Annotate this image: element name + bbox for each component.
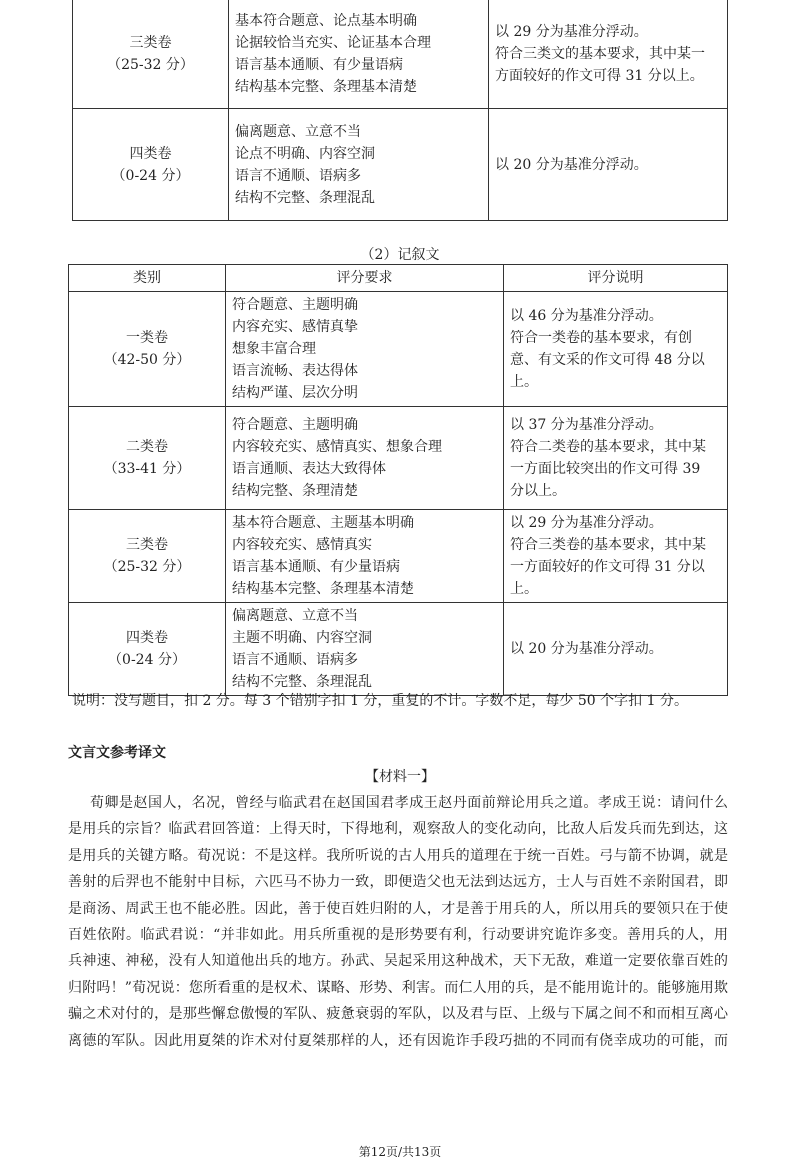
requirements-cell — [229, 109, 489, 221]
category-label: 二类卷 — [126, 439, 168, 455]
paragraph-line: 善射的后羿也不能射中目标，六匹马不协力一致，即便造父也无法到达远方，士人与百姓不亲附国君，即 — [68, 874, 728, 891]
paragraph-line: 兵神速、神秘，没有人知道他出兵的地方。孙武、吴起采用这种战术，天下无敌，难道一定要依靠百姓的 — [68, 953, 728, 970]
requirements-cell — [226, 510, 504, 603]
note-line: 符合一类卷的基本要求，有创 — [510, 330, 692, 346]
table-row — [69, 603, 728, 696]
requirement-line: 论点不明确、内容空洞 — [235, 145, 375, 162]
requirement-line: 内容充实、感情真挚 — [232, 319, 358, 335]
note-line: 以 37 分为基准分浮动。 — [510, 417, 663, 433]
score-range: （0-24 分） — [111, 167, 190, 184]
score-range: （0-24 分） — [108, 652, 186, 668]
note-line: 一方面较好的作文可得 31 分以 — [510, 559, 705, 575]
category-label: 四类卷 — [129, 145, 172, 162]
paragraph-line: 离德的军队。因此用夏桀的诈术对付夏桀那样的人，还有因诡诈手段巧拙的不同而有侥幸成功的可能，而 — [68, 1032, 728, 1049]
note-line: 符合二类卷的基本要求，其中某 — [510, 439, 706, 455]
requirement-line: 结构基本完整、条理基本清楚 — [232, 581, 414, 597]
category-cell — [69, 510, 226, 603]
note-line: 以 20 分为基准分浮动。 — [510, 641, 663, 657]
note-line: 以 20 分为基准分浮动。 — [495, 156, 648, 173]
requirement-line: 内容较充实、感情真实 — [232, 537, 372, 553]
requirement-line: 结构基本完整、条理基本清楚 — [235, 78, 417, 95]
page-number: 第12页/共13页 — [358, 1145, 442, 1157]
translation-paragraph — [68, 790, 728, 1054]
notes-cell — [504, 603, 728, 696]
requirement-line: 想象丰富合理 — [232, 341, 316, 357]
requirement-line: 语言基本通顺、有少量语病 — [235, 56, 403, 73]
section-heading: 文言文参考译文 — [68, 745, 166, 761]
requirement-line: 结构不完整、条理混乱 — [232, 674, 372, 690]
paragraph-line: 骗之术对付的，是那些懈怠傲慢的军队、疲惫衰弱的军队，以及君与臣、上级与下属之间不和而相互离心 — [68, 1006, 728, 1023]
requirement-line: 语言基本通顺、有少量语病 — [232, 559, 400, 575]
requirements-cell — [226, 603, 504, 696]
paragraph-line: 是商汤、周武王也不能必胜。因此，善于使百姓归附的人，才是善于用兵的人，所以用兵的要领只在于使 — [68, 900, 728, 917]
note-line: 分以上。 — [510, 483, 566, 499]
note-line: 符合三类卷的基本要求，其中某 — [510, 537, 706, 553]
notes-cell — [489, 0, 728, 109]
requirement-line: 结构不完整、条理混乱 — [235, 189, 375, 206]
header-requirements: 评分要求 — [226, 265, 504, 292]
note-line: 以 46 分为基准分浮动。 — [510, 308, 663, 324]
score-range: （25-32 分） — [103, 559, 191, 575]
note-line: 以 29 分为基准分浮动。 — [495, 23, 648, 40]
category-label: 四类卷 — [126, 630, 168, 646]
table-row — [69, 407, 728, 510]
requirement-line: 结构严谨、层次分明 — [232, 385, 358, 401]
requirement-line: 主题不明确、内容空洞 — [232, 630, 372, 646]
requirement-line: 偏离题意、立意不当 — [235, 123, 361, 140]
note-line: 意、有文采的作文可得 48 分以 — [510, 352, 705, 368]
scoring-note: 说明：没写题目，扣 2 分。每 3 个错别字扣 1 分，重复的不计。字数不足，每少 50 个字扣 1 分。 — [72, 693, 688, 709]
header-notes: 评分说明 — [504, 265, 728, 292]
requirement-line: 符合题意、主题明确 — [232, 297, 358, 313]
score-range: （42-50 分） — [103, 352, 191, 368]
requirement-line: 语言通顺、表达大致得体 — [232, 461, 386, 477]
table-row — [73, 0, 728, 109]
notes-cell — [504, 292, 728, 407]
notes-cell — [504, 510, 728, 603]
score-range: （33-41 分） — [103, 461, 191, 477]
table-row — [73, 109, 728, 221]
requirements-cell — [226, 292, 504, 407]
table-row — [69, 292, 728, 407]
requirement-line: 基本符合题意、论点基本明确 — [235, 12, 417, 29]
category-label: 三类卷 — [129, 34, 172, 51]
requirement-line: 语言不通顺、语病多 — [232, 652, 358, 668]
requirement-line: 基本符合题意、主题基本明确 — [232, 515, 414, 531]
note-line: 上。 — [510, 374, 538, 390]
note-line: 上。 — [510, 581, 538, 597]
category-cell — [69, 407, 226, 510]
category-cell — [73, 109, 229, 221]
requirements-cell — [229, 0, 489, 109]
requirement-line: 论据较恰当充实、论证基本合理 — [235, 34, 431, 51]
requirement-line: 语言流畅、表达得体 — [232, 363, 358, 379]
argumentative-grading-table — [72, 0, 728, 221]
notes-cell — [489, 109, 728, 221]
paragraph-line: 归附吗！”荀况说：您所看重的是权术、谋略、形势、利害。而仁人用的兵，是不能用诡计的。能够施用欺 — [68, 979, 728, 996]
score-range: （25-32 分） — [107, 56, 194, 73]
note-line: 以 29 分为基准分浮动。 — [510, 515, 663, 531]
paragraph-line: 是用兵的宗旨？临武君回答道：上得天时，下得地利，观察敌人的变化动向，比敌人后发兵而先到达，这 — [68, 821, 728, 838]
material-title: 【材料一】 — [365, 769, 435, 785]
requirements-cell — [226, 407, 504, 510]
category-cell — [69, 292, 226, 407]
notes-cell — [504, 407, 728, 510]
category-label: 一类卷 — [126, 330, 168, 346]
category-cell — [73, 0, 229, 109]
table-row — [69, 510, 728, 603]
category-cell — [69, 603, 226, 696]
requirement-line: 内容较充实、感情真实、想象合理 — [232, 439, 442, 455]
narrative-grading-table — [68, 264, 728, 696]
table-caption: （2）记叙文 — [360, 247, 440, 263]
paragraph-line: 是用兵的关键方略。荀况说：不是这样。我所听说的古人用兵的道理在于统一百姓。弓与箭不协调，就是 — [68, 847, 728, 864]
note-line: 方面较好的作文可得 31 分以上。 — [495, 67, 704, 84]
note-line: 一方面比较突出的作文可得 39 — [510, 461, 701, 477]
requirement-line: 语言不通顺、语病多 — [235, 167, 361, 184]
note-line: 符合三类文的基本要求，其中某一 — [495, 45, 705, 62]
paragraph-line: 百姓依附。临武君说：“并非如此。用兵所重视的是形势要有利，行动要讲究诡诈多变。善用兵的人，用 — [68, 926, 728, 943]
paragraph-line: 荀卿是赵国人，名况，曾经与临武君在赵国国君孝成王赵丹面前辩论用兵之道。孝成王说：请问什么 — [90, 795, 728, 811]
category-label: 三类卷 — [126, 537, 168, 553]
requirement-line: 符合题意、主题明确 — [232, 417, 358, 433]
header-category: 类别 — [69, 265, 226, 292]
requirement-line: 偏离题意、立意不当 — [232, 608, 358, 624]
requirement-line: 结构完整、条理清楚 — [232, 483, 358, 499]
